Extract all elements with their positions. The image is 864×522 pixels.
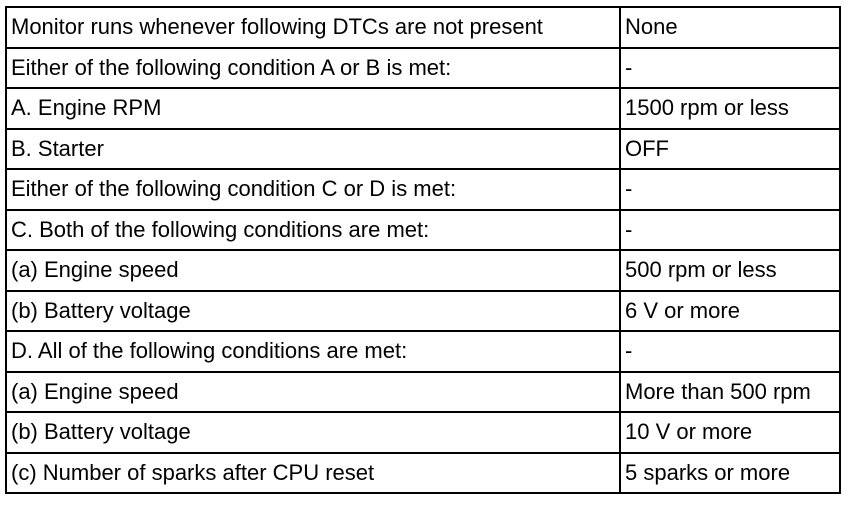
condition-cell: B. Starter xyxy=(6,129,620,170)
value-cell: - xyxy=(620,331,840,372)
value-cell: 10 V or more xyxy=(620,412,840,453)
value-cell: 1500 rpm or less xyxy=(620,88,840,129)
table-row xyxy=(6,372,840,413)
value-cell: - xyxy=(620,169,840,210)
table-row xyxy=(6,169,840,210)
value-cell: More than 500 rpm xyxy=(620,372,840,413)
condition-cell: Either of the following condition C or D is met: xyxy=(6,169,620,210)
value-cell: 6 V or more xyxy=(620,291,840,332)
table-row xyxy=(6,88,840,129)
value-cell: 5 sparks or more xyxy=(620,453,840,494)
monitor-conditions-table xyxy=(5,6,841,494)
table-row xyxy=(6,331,840,372)
table-row xyxy=(6,7,840,48)
condition-cell: (a) Engine speed xyxy=(6,250,620,291)
condition-cell: (a) Engine speed xyxy=(6,372,620,413)
condition-cell: Either of the following condition A or B is met: xyxy=(6,48,620,89)
condition-cell: (b) Battery voltage xyxy=(6,291,620,332)
condition-cell: (b) Battery voltage xyxy=(6,412,620,453)
table-row xyxy=(6,291,840,332)
value-cell: None xyxy=(620,7,840,48)
condition-cell: Monitor runs whenever following DTCs are not present xyxy=(6,7,620,48)
condition-cell: A. Engine RPM xyxy=(6,88,620,129)
value-cell: 500 rpm or less xyxy=(620,250,840,291)
table-row xyxy=(6,210,840,251)
table-row xyxy=(6,250,840,291)
table-row xyxy=(6,453,840,494)
table-row xyxy=(6,129,840,170)
value-cell: - xyxy=(620,48,840,89)
value-cell: OFF xyxy=(620,129,840,170)
table-row xyxy=(6,412,840,453)
value-cell: - xyxy=(620,210,840,251)
condition-cell: (c) Number of sparks after CPU reset xyxy=(6,453,620,494)
table-row xyxy=(6,48,840,89)
condition-cell: D. All of the following conditions are met: xyxy=(6,331,620,372)
condition-cell: C. Both of the following conditions are met: xyxy=(6,210,620,251)
table-body xyxy=(6,7,840,493)
